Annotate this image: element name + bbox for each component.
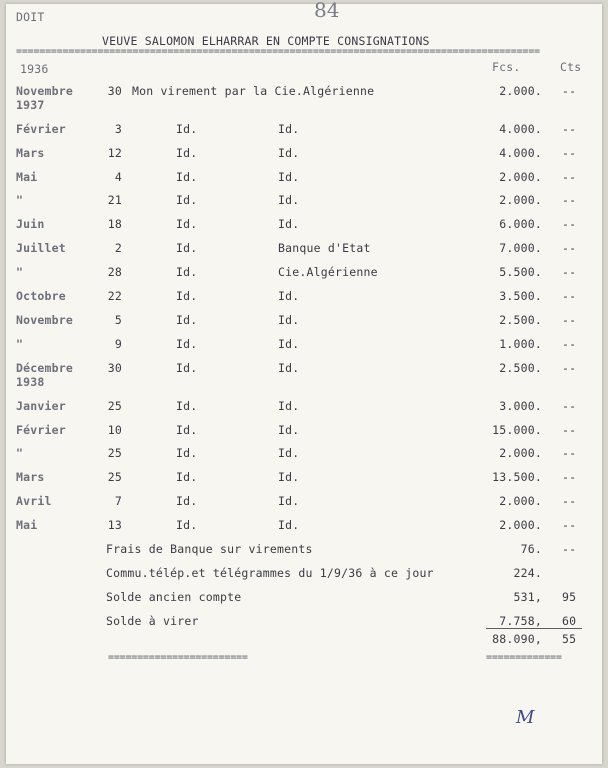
extra-label: Solde à virer — [106, 614, 199, 628]
row-description: Id. — [176, 446, 198, 460]
top-double-rule: ========================================================================================== — [16, 46, 540, 57]
row-amount-cts: -- — [562, 122, 577, 136]
row-description-b: Id. — [278, 446, 300, 460]
extra-label: Commu.télép.et télégrammes du 1/9/36 à ce jour — [106, 566, 434, 580]
row-day: 30 — [107, 361, 122, 375]
row-description-b: Id. — [278, 470, 300, 484]
row-month: Juin — [16, 217, 45, 231]
extra-amount-fcs: 76. — [520, 542, 542, 556]
row-amount-cts: -- — [562, 337, 577, 351]
extra-amount-fcs: 7.758, — [499, 614, 542, 628]
row-month: Janvier — [16, 399, 66, 413]
row-description: Mon virement par la Cie.Algérienne — [132, 84, 375, 98]
row-description-b: Id. — [278, 289, 300, 303]
row-day: 18 — [107, 217, 122, 231]
row-amount-fcs: 1.000. — [499, 337, 542, 351]
row-amount-fcs: 7.000. — [499, 241, 542, 255]
row-description: Id. — [176, 122, 198, 136]
row-description-b: Id. — [278, 217, 300, 231]
row-day: 28 — [107, 265, 122, 279]
row-description: Id. — [176, 289, 198, 303]
row-month: Octobre — [16, 289, 66, 303]
row-description: Id. — [176, 193, 198, 207]
row-month: Mars — [16, 146, 45, 160]
row-amount-cts: -- — [562, 446, 577, 460]
fcs-header: Fcs. — [492, 60, 521, 74]
row-amount-cts: -- — [562, 289, 577, 303]
row-description: Id. — [176, 423, 198, 437]
row-day: 22 — [107, 289, 122, 303]
row-month: Février — [16, 423, 66, 437]
row-description-b: Banque d'Etat — [278, 241, 371, 255]
row-description-b: Id. — [278, 122, 300, 136]
row-description: Id. — [176, 494, 198, 508]
total-amount-cts: 55 — [562, 632, 577, 646]
extra-label: Solde ancien compte — [106, 590, 242, 604]
row-amount-cts: -- — [562, 84, 577, 98]
row-amount-cts: -- — [562, 399, 577, 413]
row-day: 25 — [107, 470, 122, 484]
row-description: Id. — [176, 313, 198, 327]
row-description: Id. — [176, 241, 198, 255]
row-description-b: Id. — [278, 494, 300, 508]
row-description: Id. — [176, 146, 198, 160]
row-amount-cts: -- — [562, 313, 577, 327]
row-amount-cts: -- — [562, 423, 577, 437]
row-description-b: Id. — [278, 361, 300, 375]
row-description-b: Id. — [278, 518, 300, 532]
row-day: 5 — [114, 313, 122, 327]
row-month: Mai — [16, 170, 38, 184]
row-amount-fcs: 2.000. — [499, 193, 542, 207]
row-month: Mai — [16, 518, 38, 532]
row-amount-fcs: 4.000. — [499, 146, 542, 160]
row-amount-fcs: 3.500. — [499, 289, 542, 303]
row-month: " — [16, 337, 24, 351]
row-description: Id. — [176, 361, 198, 375]
row-description: Id. — [176, 470, 198, 484]
row-month: Novembre 1937 — [16, 84, 73, 112]
row-month: Novembre — [16, 313, 73, 327]
row-description: Id. — [176, 518, 198, 532]
row-day: 30 — [107, 84, 122, 98]
row-amount-cts: -- — [562, 170, 577, 184]
row-description-b: Id. — [278, 423, 300, 437]
row-month: Juillet — [16, 241, 66, 255]
row-amount-fcs: 13.500. — [492, 470, 542, 484]
doit-label: DOIT — [16, 10, 45, 24]
row-description-b: Id. — [278, 399, 300, 413]
subtotal-underline — [486, 628, 582, 629]
row-day: 10 — [107, 423, 122, 437]
row-amount-fcs: 6.000. — [499, 217, 542, 231]
row-day: 7 — [114, 494, 122, 508]
row-amount-cts: -- — [562, 494, 577, 508]
row-month: " — [16, 193, 24, 207]
row-description-b: Cie.Algérienne — [278, 265, 378, 279]
row-description-b: Id. — [278, 337, 300, 351]
row-amount-cts: -- — [562, 361, 577, 375]
row-day: 4 — [114, 170, 122, 184]
row-description: Id. — [176, 337, 198, 351]
extra-amount-fcs: 531, — [513, 590, 542, 604]
row-day: 21 — [107, 193, 122, 207]
row-day: 13 — [107, 518, 122, 532]
ledger-page — [6, 0, 602, 764]
row-amount-cts: -- — [562, 217, 577, 231]
row-month: Décembre 1938 — [16, 361, 73, 389]
row-amount-fcs: 2.000. — [499, 494, 542, 508]
folio-number: 84 — [314, 0, 340, 22]
row-amount-fcs: 2.000. — [499, 84, 542, 98]
row-day: 25 — [107, 446, 122, 460]
row-amount-fcs: 2.000. — [499, 170, 542, 184]
row-amount-fcs: 2.000. — [499, 518, 542, 532]
row-amount-fcs: 3.000. — [499, 399, 542, 413]
row-amount-cts: -- — [562, 241, 577, 255]
row-description: Id. — [176, 399, 198, 413]
row-day: 3 — [114, 122, 122, 136]
row-month: Mars — [16, 470, 45, 484]
row-day: 25 — [107, 399, 122, 413]
row-month: Avril — [16, 494, 52, 508]
row-amount-fcs: 2.500. — [499, 313, 542, 327]
row-amount-cts: -- — [562, 146, 577, 160]
extra-amount-fcs: 224. — [513, 566, 542, 580]
handwritten-initials: M — [516, 707, 535, 728]
year-1936: 1936 — [20, 62, 49, 76]
extra-amount-cts: -- — [562, 542, 577, 556]
row-day: 12 — [107, 146, 122, 160]
row-description-b: Id. — [278, 193, 300, 207]
page-title: VEUVE SALOMON ELHARRAR EN COMPTE CONSIGNATIONS — [102, 34, 430, 48]
row-day: 9 — [114, 337, 122, 351]
row-amount-fcs: 5.500. — [499, 265, 542, 279]
row-amount-fcs: 15.000. — [492, 423, 542, 437]
bottom-left-rule: ======================== — [108, 652, 248, 663]
row-month: " — [16, 265, 24, 279]
row-description: Id. — [176, 170, 198, 184]
row-amount-cts: -- — [562, 470, 577, 484]
row-month: Février — [16, 122, 66, 136]
row-description: Id. — [176, 217, 198, 231]
row-description-b: Id. — [278, 170, 300, 184]
row-description-b: Id. — [278, 146, 300, 160]
row-month: " — [16, 446, 24, 460]
bottom-right-rule: ============= — [486, 652, 562, 663]
total-amount-fcs: 88.090, — [492, 632, 542, 646]
row-description: Id. — [176, 265, 198, 279]
row-amount-cts: -- — [562, 518, 577, 532]
row-amount-cts: -- — [562, 193, 577, 207]
row-amount-fcs: 4.000. — [499, 122, 542, 136]
cts-header: Cts — [560, 60, 582, 74]
extra-amount-cts: 95 — [562, 590, 577, 604]
row-day: 2 — [114, 241, 122, 255]
extra-amount-cts: 60 — [562, 614, 577, 628]
row-amount-fcs: 2.000. — [499, 446, 542, 460]
extra-label: Frais de Banque sur virements — [106, 542, 313, 556]
row-amount-cts: -- — [562, 265, 577, 279]
row-amount-fcs: 2.500. — [499, 361, 542, 375]
row-description-b: Id. — [278, 313, 300, 327]
